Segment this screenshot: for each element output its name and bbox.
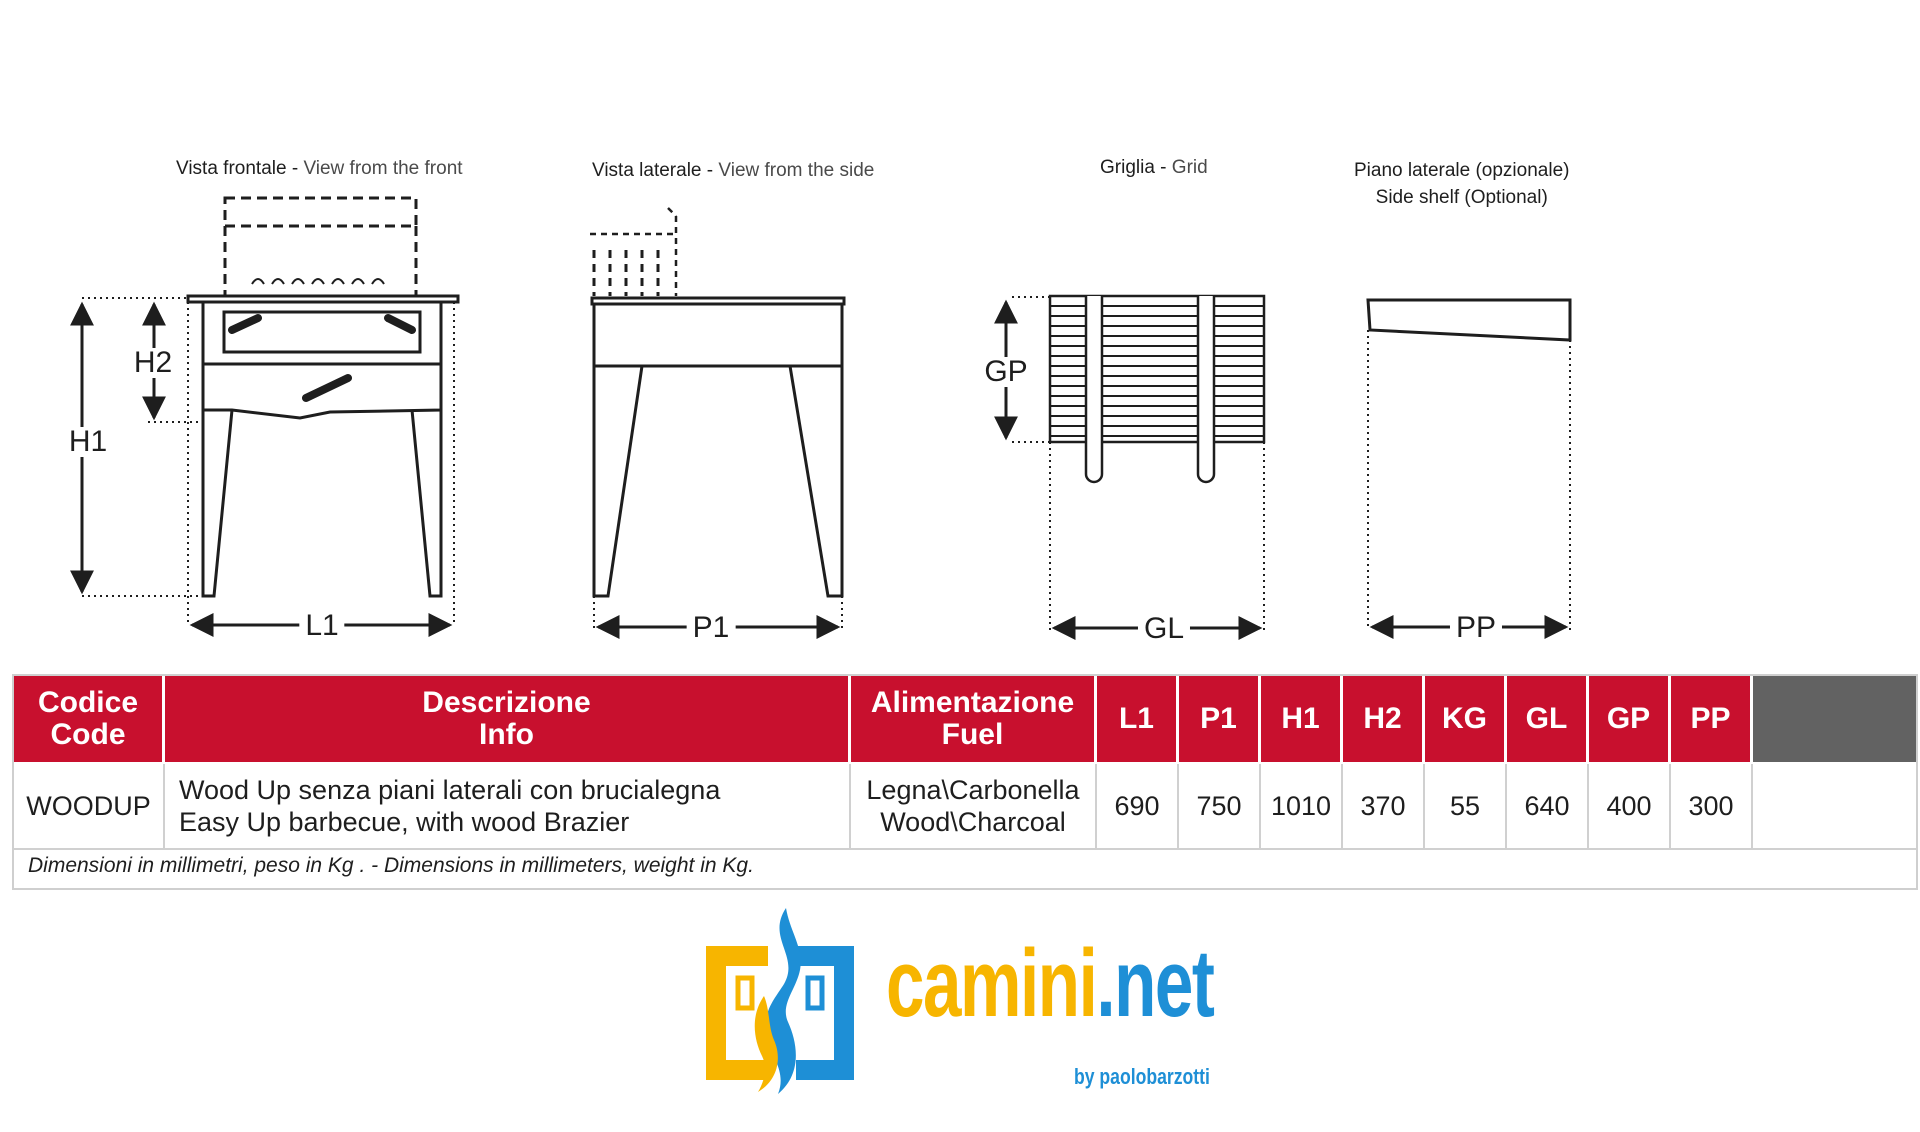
shelf-view-title-it: Piano laterale (opzionale) [1354, 160, 1570, 181]
side-view-drawing [590, 208, 844, 628]
logo-byline [1074, 1064, 1210, 1090]
front-handle-left [232, 318, 258, 330]
header-blank [1753, 676, 1916, 762]
flame-logo-icon [704, 904, 864, 1104]
dim-label-gp: GP [978, 357, 1033, 387]
cell-p1: 750 [1179, 764, 1261, 848]
header-fuel-it: Alimentazione [870, 686, 1075, 719]
grid-frame [1050, 296, 1264, 442]
shelf-view-title-en: Side shelf (Optional) [1375, 187, 1548, 208]
cell-l1: 690 [1097, 764, 1179, 848]
header-code-it: Codice [37, 686, 139, 719]
table-footnote: Dimensioni in millimetri, peso in Kg . - Dimensions in millimeters, weight in Kg. [28, 854, 754, 877]
logo-word-ext: .net [1096, 930, 1214, 1037]
header-pp: PP [1671, 676, 1750, 762]
grid-view-title-en: Grid [1171, 157, 1208, 178]
cell-fuel-it: Legna\Carbonella [866, 775, 1080, 805]
side-leg-right [790, 366, 842, 596]
cell-gp: 400 [1589, 764, 1671, 848]
header-l1: L1 [1097, 676, 1176, 762]
grid-view-title-it: Griglia - [1100, 157, 1167, 178]
side-view-title-it: Vista laterale - [592, 160, 714, 181]
cell-gl: 640 [1507, 764, 1589, 848]
spec-table [12, 674, 1918, 890]
cell-description-it: Wood Up senza piani laterali con brucialegna [179, 775, 721, 805]
logo-by-prefix: by paolo [1074, 1064, 1147, 1089]
side-leg-left [594, 366, 642, 596]
dim-label-h1: H1 [63, 427, 113, 457]
cell-fuel-en: Wood\Charcoal [880, 807, 1066, 837]
logo-by-name: barzotti [1146, 1064, 1210, 1089]
dim-label-h2: H2 [128, 348, 178, 378]
cell-fuel [851, 764, 1097, 848]
header-description-it: Descrizione [422, 686, 591, 719]
side-body [594, 304, 842, 366]
logo-wordmark [886, 930, 1214, 1037]
front-lever [306, 378, 348, 398]
header-code [14, 676, 162, 762]
front-view-drawing [82, 198, 458, 626]
front-dashed-top [225, 198, 416, 226]
grid-handle-left [1086, 296, 1102, 482]
cell-kg: 55 [1425, 764, 1507, 848]
grid-view-drawing [1006, 296, 1264, 630]
header-gp: GP [1589, 676, 1668, 762]
front-leg-left [203, 364, 232, 596]
dim-label-l1: L1 [299, 611, 344, 641]
header-h1: H1 [1261, 676, 1340, 762]
front-flames [252, 279, 384, 284]
header-description-en: Info [479, 718, 534, 751]
header-code-en: Code [50, 718, 126, 751]
header-h2: H2 [1343, 676, 1422, 762]
header-p1: P1 [1179, 676, 1258, 762]
dim-label-pp: PP [1450, 613, 1502, 643]
front-view-title-en: View from the front [303, 158, 463, 179]
front-view-title-it: Vista frontale - [176, 158, 299, 179]
cell-h2: 370 [1343, 764, 1425, 848]
logo-word-main: camini [886, 930, 1097, 1037]
header-fuel [851, 676, 1094, 762]
dim-label-p1: P1 [687, 613, 736, 643]
shelf-outline [1368, 300, 1570, 340]
dim-label-gl: GL [1138, 614, 1190, 644]
camini-logo [704, 904, 1224, 1104]
cell-pp: 300 [1671, 764, 1753, 848]
cell-code: WOODUP [14, 764, 165, 848]
header-description [165, 676, 848, 762]
cell-h1: 1010 [1261, 764, 1343, 848]
front-handle-right [388, 318, 412, 330]
header-kg: KG [1425, 676, 1504, 762]
shelf-view-drawing [1368, 300, 1570, 630]
side-view-title-en: View from the side [718, 160, 875, 181]
cell-description [165, 764, 851, 848]
front-leg-right [412, 364, 441, 596]
row-separator [14, 848, 1916, 850]
cell-description-en: Easy Up barbecue, with wood Brazier [179, 807, 630, 837]
grid-handle-right [1198, 296, 1214, 482]
header-fuel-en: Fuel [941, 718, 1004, 751]
header-gl: GL [1507, 676, 1586, 762]
